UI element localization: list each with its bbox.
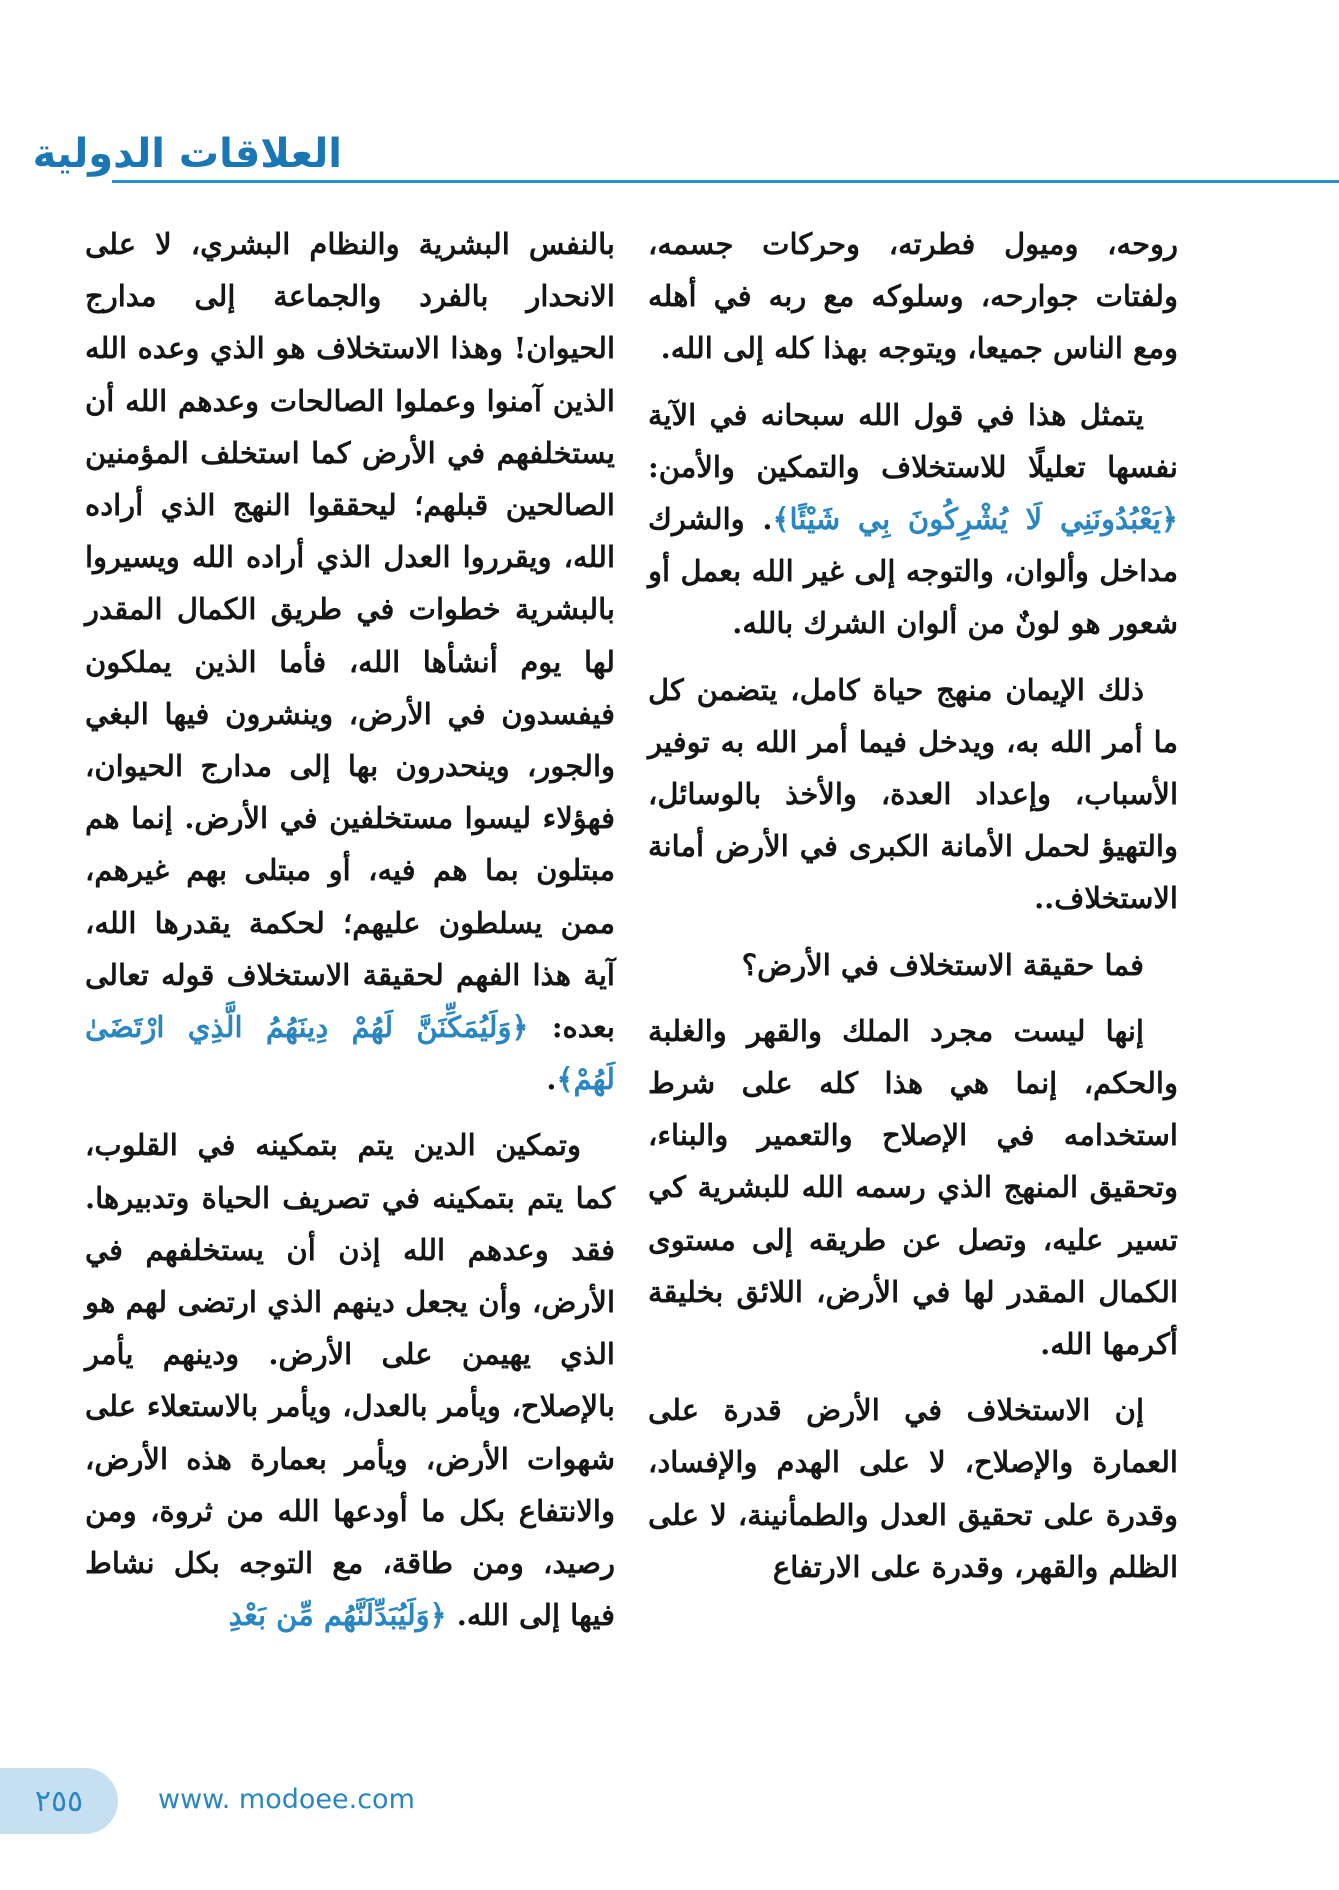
left-text-column [85,218,615,1655]
paragraph-text: . [546,1062,557,1097]
paragraph-text: وتمكين الدين يتم بتمكينه في القلوب، كما يتم بتمكينه في تصريف الحياة وتدبيرها. فقد وعدهم الله إذن أن يستخلفهم في الأرض، وأن يجعل دينهم الذي ارتضى لهم هو الذي يهيمن على الأرض. ودينهم يأمر بالإصلاح، ويأمر بالعدل، ويأمر بالاستعلاء على شهوات الأرض، ويأمر بعمارة هذه الأرض، والانتفاع بكل ما أودعها الله من ثروة، ومن رصيد، ومن طاقة، مع التوجه بكل نشاط فيها إلى الله. [85,1128,615,1633]
page-number-badge: ٢٥٥ [0,1768,118,1834]
right-text-column [648,218,1178,1607]
footer-website-link[interactable]: www. modoee.com [158,1784,415,1815]
paragraph [85,218,615,1105]
paragraph: إنها ليست مجرد الملك والقهر والغلبة والحكم، إنما هي هذا كله على شرط استخدامه في الإصلاح والتعمير والبناء، وتحقيق المنهج الذي رسمه الله للبشرية كي تسير عليه، وتصل عن طريقه إلى مستوى الكمال المقدر لها في الأرض، اللائق بخليقة أكرمها الله. [648,1013,1178,1362]
paragraph: إن الاستخلاف في الأرض قدرة على العمارة والإصلاح، لا على الهدم والإفساد، وقدرة على تحقيق العدل والطمأنينة، لا على الظلم والقهر، وقدرة على الارتفاع [648,1393,1178,1584]
paragraph-text: بالنفس البشرية والنظام البشري، لا على الانحدار بالفرد والجماعة إلى مدارج الحيوان! وهذا الاستخلاف هو الذي وعده الله الذين آمنوا وعملوا الصالحات وعدهم الله أن يستخلفهم في الأرض كما استخلف المؤمنين الصالحين قبلهم؛ ليحققوا النهج الذي أراده الله، ويقرروا العدل الذي أراده الله ويسيروا بالبشرية خطوات في طريق الكمال المقدر لها يوم أنشأها الله، فأما الذين يملكون فيفسدون في الأرض، وينشرون فيها البغي والجور، وينحدرون بها إلى مدارج الحيوان، فهؤلاء ليسوا مستخلفين في الأرض. إنما هم مبتلون بما هم فيه، أو مبتلى بهم غيرهم، ممن يسلطون عليهم؛ لحكمة يقدرها الله، آية هذا الفهم لحقيقة الاستخلاف قوله تعالى بعده: [85,227,615,1045]
quran-verse: ﴿وَلَيُبَدِّلَنَّهُم مِّن بَعْدِ [228,1598,447,1633]
header-divider [112,180,1339,183]
paragraph-text: يتمثل هذا في قول الله سبحانه في الآية نفسها تعليلًا للاستخلاف والتمكين والأمن: [648,397,1178,484]
paragraph [648,389,1178,650]
page-header-title: العلاقات الدولية [32,131,342,177]
paragraph-text: . والشرك مداخل وألوان، والتوجه إلى غير الله بعمل أو شعور هو لونٌ من ألوان الشرك بالله. [648,502,1178,641]
paragraph: روحه، وميول فطرته، وحركات جسمه، ولفتات جوارحه، وسلوكه مع ربه في أهله ومع الناس جميعا، ويتوجه بهذا كله إلى الله. [648,227,1178,366]
paragraph [85,1119,615,1641]
paragraph: فما حقيقة الاستخلاف في الأرض؟ [741,947,1144,982]
quran-verse: ﴿وَلَيُمَكِّنَنَّ لَهُمْ دِينَهُمُ الَّذِي ارْتَضَىٰ لَهُمْ﴾ [85,1010,615,1097]
paragraph: ذلك الإيمان منهج حياة كامل، يتضمن كل ما أمر الله به، ويدخل فيما أمر الله به توفير الأسباب، وإعداد العدة، والأخذ بالوسائل، والتهيؤ لحمل الأمانة الكبرى في الأرض أمانة الاستخلاف.. [648,672,1178,916]
quran-verse: ﴿يَعْبُدُونَنِي لَا يُشْرِكُونَ بِي شَيْئًا﴾ [772,502,1178,537]
